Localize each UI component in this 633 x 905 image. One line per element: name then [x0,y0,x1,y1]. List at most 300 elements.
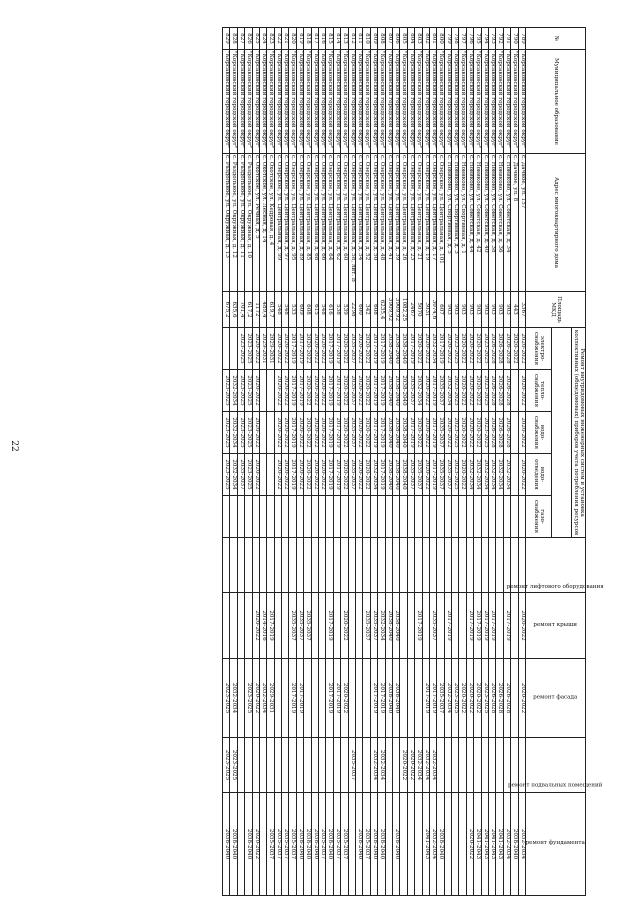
cell-r: 2017-2019 [466,593,473,659]
cell-a: с. Озерское, ул. Центральная, д. 64 [326,154,333,292]
cell-l [444,538,451,593]
cell-s: 608 [370,292,377,328]
cell-e: 2020-2022 [474,328,481,370]
cell-f: 2035-2037 [437,659,444,738]
cell-s: 903 [452,292,459,328]
cell-g [518,496,525,538]
cell-u: 2038-2040 [356,793,363,896]
cell-h: 2020-2022 [466,370,473,412]
cell-d: 2020-2022 [341,454,348,496]
cell-n: 793 [489,28,496,50]
cell-l [466,538,473,593]
cell-r: 2017-2019 [326,593,333,659]
cell-b [282,738,289,793]
header-sewer: водо-отведения [526,454,552,496]
cell-n: 797 [459,28,466,50]
table-row [407,28,414,896]
cell-a: с. Озерское, ул. Центральная, д. 54 [356,154,363,292]
cell-b [304,738,311,793]
cell-n: 791 [503,28,510,50]
header-heat: тепло-снабжения [526,370,552,412]
cell-s: 342 [363,292,370,328]
cell-r: 2017-2019 [489,593,496,659]
cell-g [356,496,363,538]
cell-s: 635,6 [230,292,237,328]
cell-d [267,454,274,496]
cell-a: с. Озерское, ул. Центральная, д. 17 [429,154,436,292]
cell-e: 2020-2022 [274,328,281,370]
cell-n: 822 [274,28,281,50]
capital-repair-table [222,27,605,896]
cell-f [363,659,370,738]
cell-d: 2020-2022 [518,454,525,496]
cell-l [230,538,237,593]
cell-l [378,538,385,593]
cell-l [415,538,422,593]
cell-b: 2020-2022 [400,738,407,793]
cell-w: 2038-2040 [392,412,399,454]
cell-n: 826 [245,28,252,50]
cell-w: 2020-2022 [341,412,348,454]
table-row [429,28,436,896]
cell-e: 2017-2019 [326,328,333,370]
cell-d: 2032-2034 [481,454,488,496]
cell-g [222,496,229,538]
cell-g [474,496,481,538]
cell-b [326,738,333,793]
header-electric: электро-снабжения [526,328,552,370]
cell-r [222,593,229,659]
cell-n: 815 [326,28,333,50]
cell-f: 2020-2022 [466,659,473,738]
cell-g [503,496,510,538]
cell-b [459,738,466,793]
cell-d: 2023-2025 [452,454,459,496]
cell-r [311,593,318,659]
cell-d: 2038-2040 [400,454,407,496]
header-basement [508,738,603,793]
cell-m: "Корсаковский городской округ" [348,50,355,154]
cell-n: 828 [230,28,237,50]
cell-f: 2017-2019 [326,659,333,738]
cell-m: "Корсаковский городской округ" [385,50,392,154]
cell-m: "Корсаковский городской округ" [474,50,481,154]
cell-e: 2020-2022 [444,328,451,370]
cell-m: "Корсаковский городской округ" [466,50,473,154]
cell-d: 2035-2037 [415,454,422,496]
cell-r: 2038-2040 [392,593,399,659]
cell-h: 2020-2022 [282,370,289,412]
cell-u: 2035-2037 [289,793,296,896]
cell-d: 2035-2037 [348,454,355,496]
header-facade-text: ремонт фасада [533,694,578,701]
cell-h: 2020-2022 [518,370,525,412]
cell-b [319,738,326,793]
cell-s: 2467 [407,292,414,328]
cell-e: 2020-2022 [319,328,326,370]
cell-e: 2017-2019 [370,328,377,370]
cell-h: 2017-2019 [289,370,296,412]
cell-a: с. Раздольное, ул. Окружная, д. 12 [230,154,237,292]
cell-b: 2035-2037 [348,738,355,793]
cell-n: 810 [363,28,370,50]
cell-u: 2032-2034 [429,793,436,896]
cell-g [289,496,296,538]
cell-m: "Корсаковский городской округ" [503,50,510,154]
cell-u: 2038-2040 [311,793,318,896]
table-row [348,28,355,896]
rotated-page [102,27,605,895]
cell-h: 2023-2025 [222,370,229,412]
table-row [259,28,266,896]
cell-s: 903 [496,292,503,328]
cell-l [429,538,436,593]
cell-a: с. Дачное, ул. 8 [511,154,518,292]
cell-m: "Корсаковский городской округ" [481,50,488,154]
cell-f: 2020-2022 [341,659,348,738]
cell-w: 2020-2022 [356,412,363,454]
cell-w: 2020-2022 [311,412,318,454]
cell-a: с. Озерское, ул. Центральная, д. 95 [289,154,296,292]
cell-a: с. Новиково, ул. Советская, д. 42 [474,154,481,292]
cell-d: 2020-2022 [311,454,318,496]
cell-b [296,738,303,793]
cell-h: 2023-2025 [245,370,252,412]
cell-m: "Корсаковский городской округ" [282,50,289,154]
cell-u: 2035-2037 [333,793,340,896]
cell-d: 2035-2037 [437,454,444,496]
cell-a: с. Озерское, ул. Центральная, д. 41 [385,154,392,292]
cell-f: 2023-2025 [452,659,459,738]
table-row [496,28,503,896]
cell-l [252,538,259,593]
cell-h: 2032-2034 [415,370,422,412]
cell-b: 2032-2034 [429,738,436,793]
table-row [511,28,518,896]
cell-n: 803 [415,28,422,50]
cell-d: 2032-2034 [370,454,377,496]
cell-r: 2017-2019 [444,593,451,659]
cell-h: 2020-2022 [356,370,363,412]
table-row [230,28,237,896]
cell-a: с. Новиково, ул. Советская, д. 40 [481,154,488,292]
table-row [222,28,229,896]
cell-b [267,738,274,793]
cell-a: с. Озерское, ул. Центральная, д. 50 [370,154,377,292]
cell-b [259,738,266,793]
cell-w: 2023-2025 [222,412,229,454]
cell-w [259,412,266,454]
cell-s: 701,4 [237,292,244,328]
cell-g [429,496,436,538]
cell-a: с. Озерское, ул. Центральная, д. 19 [422,154,429,292]
cell-l [319,538,326,593]
cell-l [326,538,333,593]
cell-a: с. Новиково, ул. Спортивная, д. 1 [459,154,466,292]
header-address: Адрес многоквартирного дома [526,154,586,292]
cell-g [400,496,407,538]
cell-l [245,538,252,593]
cell-n: 811 [356,28,363,50]
cell-g [304,496,311,538]
header-elevator [506,538,605,593]
cell-b [289,738,296,793]
cell-d: 2023-2025 [245,454,252,496]
cell-r [282,593,289,659]
cell-h: 2038-2040 [392,370,399,412]
cell-h: 2017-2019 [296,370,303,412]
cell-g [267,496,274,538]
cell-f [356,659,363,738]
cell-m: "Корсаковский городской округ" [230,50,237,154]
cell-h: 2017-2019 [326,370,333,412]
cell-f: 2020-2022 [518,659,525,738]
cell-a: с. Охотское, ул. Лесная, д. 14 [259,154,266,292]
cell-m: "Корсаковский городской округ" [407,50,414,154]
cell-w: 2023-2025 [245,412,252,454]
cell-w: 2026-2028 [503,412,510,454]
table-row [237,28,244,896]
cell-d: 2020-2022 [252,454,259,496]
cell-e: 2029-2031 [267,328,274,370]
cell-w: 2026-2028 [489,412,496,454]
cell-d: 2038-2040 [385,454,392,496]
cell-w: 2038-2040 [385,412,392,454]
cell-s: 533 [289,292,296,328]
cell-h: 2038-2040 [400,370,407,412]
cell-n: 820 [289,28,296,50]
cell-e: 2023-2025 [237,328,244,370]
cell-r [319,593,326,659]
cell-u: 2038-2040 [304,793,311,896]
cell-d: 2017-2019 [326,454,333,496]
table-row [466,28,473,896]
cell-f [237,659,244,738]
cell-u [415,793,422,896]
table-row [459,28,466,896]
table-row [267,28,274,896]
cell-n: 804 [407,28,414,50]
cell-r: 2020-2022 [341,593,348,659]
cell-u: 2035-2037 [267,793,274,896]
cell-f: 2017-2019 [289,659,296,738]
cell-r [274,593,281,659]
cell-a: с. Новиково, ул. Советская, д. 36 [496,154,503,292]
cell-w: 2020-2022 [363,412,370,454]
cell-s: 903 [466,292,473,328]
cell-m: "Корсаковский городской округ" [370,50,377,154]
cell-n: 829 [222,28,229,50]
cell-g [296,496,303,538]
table-row [385,28,392,896]
cell-m: "Корсаковский городской округ" [267,50,274,154]
cell-e: 2017-2019 [378,328,385,370]
cell-f: 2017-2019 [422,659,429,738]
cell-f: 2020-2022 [252,659,259,738]
table-row [296,28,303,896]
cell-f [511,659,518,738]
cell-f [415,659,422,738]
cell-l [407,538,414,593]
cell-h: 2026-2028 [496,370,503,412]
table-row [245,28,252,896]
cell-f: 2020-2022 [474,659,481,738]
cell-a: с. Озерское, ул. Центральная, д. 62 [333,154,340,292]
cell-d: 2032-2034 [474,454,481,496]
cell-f: 2032-2034 [444,659,451,738]
cell-b [363,738,370,793]
cell-r [459,593,466,659]
cell-e: 2017-2019 [407,328,414,370]
cell-l [348,538,355,593]
cell-l [282,538,289,593]
cell-r [496,593,503,659]
cell-h: 2020-2022 [252,370,259,412]
table-row [341,28,348,896]
cell-u: 2041-2043 [474,793,481,896]
cell-a: с. Озерское, ул. Центральная, д. 85 [304,154,311,292]
cell-w: 2026-2028 [496,412,503,454]
cell-g [385,496,392,538]
cell-n: 796 [466,28,473,50]
cell-r [400,593,407,659]
cell-h: 2020-2022 [311,370,318,412]
cell-a: с. Новиково, ул. Советская, д. 38 [489,154,496,292]
cell-a: с. Раздольное, ул. Окружная, д. 11 [237,154,244,292]
cell-r: 2038-2040 [385,593,392,659]
cell-r [333,593,340,659]
cell-g [437,496,444,538]
cell-f [311,659,318,738]
cell-s: 903 [444,292,451,328]
cell-f: 2017-2019 [296,659,303,738]
cell-m: "Корсаковский городской округ" [326,50,333,154]
cell-a: с. Озерское, ул. Центральная, д. 39 [392,154,399,292]
table-row [363,28,370,896]
cell-w: 2020-2022 [474,412,481,454]
cell-w: 2035-2037 [348,412,355,454]
cell-e: 2020-2022 [363,328,370,370]
cell-m: "Корсаковский городской округ" [496,50,503,154]
header-municipality: Муниципальное образование [526,50,586,154]
cell-g [274,496,281,538]
cell-u: 2038-2040 [370,793,377,896]
header-gas: газо-снабжения [526,496,552,538]
cell-w: 2020-2022 [319,412,326,454]
cell-d: 2035-2037 [444,454,451,496]
cell-w: 2020-2022 [415,412,422,454]
cell-a: с. Раздольное, ул. Окружная, д. 13 [222,154,229,292]
cell-r [511,593,518,659]
cell-l [474,538,481,593]
cell-r: 2020-2022 [518,593,525,659]
cell-l [356,538,363,593]
cell-l [333,538,340,593]
cell-u: 2041-2043 [496,793,503,896]
header-elevator-text: ремонт лифтового оборудования [506,583,605,590]
cell-s: 608 [304,292,311,328]
cell-e: 2026-2028 [496,328,503,370]
cell-e: 2038-2040 [392,328,399,370]
cell-f [274,659,281,738]
cell-w: 2017-2019 [326,412,333,454]
cell-a: с. Озерское, ул. Центральная, д. 23 [407,154,414,292]
cell-u: 2041-2043 [489,793,496,896]
cell-g [481,496,488,538]
cell-n: 805 [400,28,407,50]
cell-d: 2035-2037 [407,454,414,496]
cell-d: 2020-2022 [296,454,303,496]
cell-u: 2038-2040 [511,793,518,896]
cell-f: 2020-2022 [459,659,466,738]
cell-s: 538 [333,292,340,328]
cell-f [304,659,311,738]
cell-s: 5070 [415,292,422,328]
cell-l [400,538,407,593]
cell-w: 2017-2019 [429,412,436,454]
table-row [326,28,333,896]
cell-w: 2020-2022 [466,412,473,454]
cell-w: 2020-2022 [252,412,259,454]
cell-l [289,538,296,593]
header-no: № [526,28,586,50]
cell-l [437,538,444,593]
cell-r [237,593,244,659]
table-row [518,28,525,896]
cell-m: "Корсаковский городской округ" [459,50,466,154]
table-row [489,28,496,896]
cell-b: 2023-2025 [222,738,229,793]
cell-r: 2020-2022 [252,593,259,659]
cell-u [385,793,392,896]
cell-n: 789 [518,28,525,50]
cell-r: 2035-2037 [363,593,370,659]
cell-d: 2020-2022 [304,454,311,496]
header-utilities-group: Ремонт внутридомовых инженерных систем и установка коллективных (общедомовых) приборов учета потребления ресурсов [572,328,586,538]
cell-m: "Корсаковский городской округ" [333,50,340,154]
cell-g [489,496,496,538]
cell-e: 2020-2022 [466,328,473,370]
cell-a: с. Новиково, ул. Спортивная, д. 3 [452,154,459,292]
header-foundation [526,793,586,896]
cell-r: 2017-2019 [415,593,422,659]
cell-l [259,538,266,593]
cell-g [348,496,355,538]
cell-g [311,496,318,538]
cell-f: 2026-2028 [489,659,496,738]
cell-f: 2038-2040 [385,659,392,738]
table-row [304,28,311,896]
cell-e: 2023-2025 [481,328,488,370]
cell-h: 2020-2022 [274,370,281,412]
cell-e: 2020-2022 [511,328,518,370]
cell-d: 2020-2022 [356,454,363,496]
cell-s: 600 [356,292,363,328]
cell-w: 2023-2025 [452,412,459,454]
cell-a: с. Озерское, ул. Центральная, д. 48 [378,154,385,292]
header-foundation-text: ремонт фундамента [525,840,586,847]
cell-b: 2032-2034 [422,738,429,793]
cell-e: 2032-2034 [429,328,436,370]
cell-g [415,496,422,538]
cell-r: 2035-2037 [289,593,296,659]
cell-f [282,659,289,738]
cell-u: 2035-2037 [274,793,281,896]
cell-m: "Корсаковский городской округ" [378,50,385,154]
cell-f: 2032-2034 [230,659,237,738]
cell-d: 2017-2019 [289,454,296,496]
table-row [370,28,377,896]
